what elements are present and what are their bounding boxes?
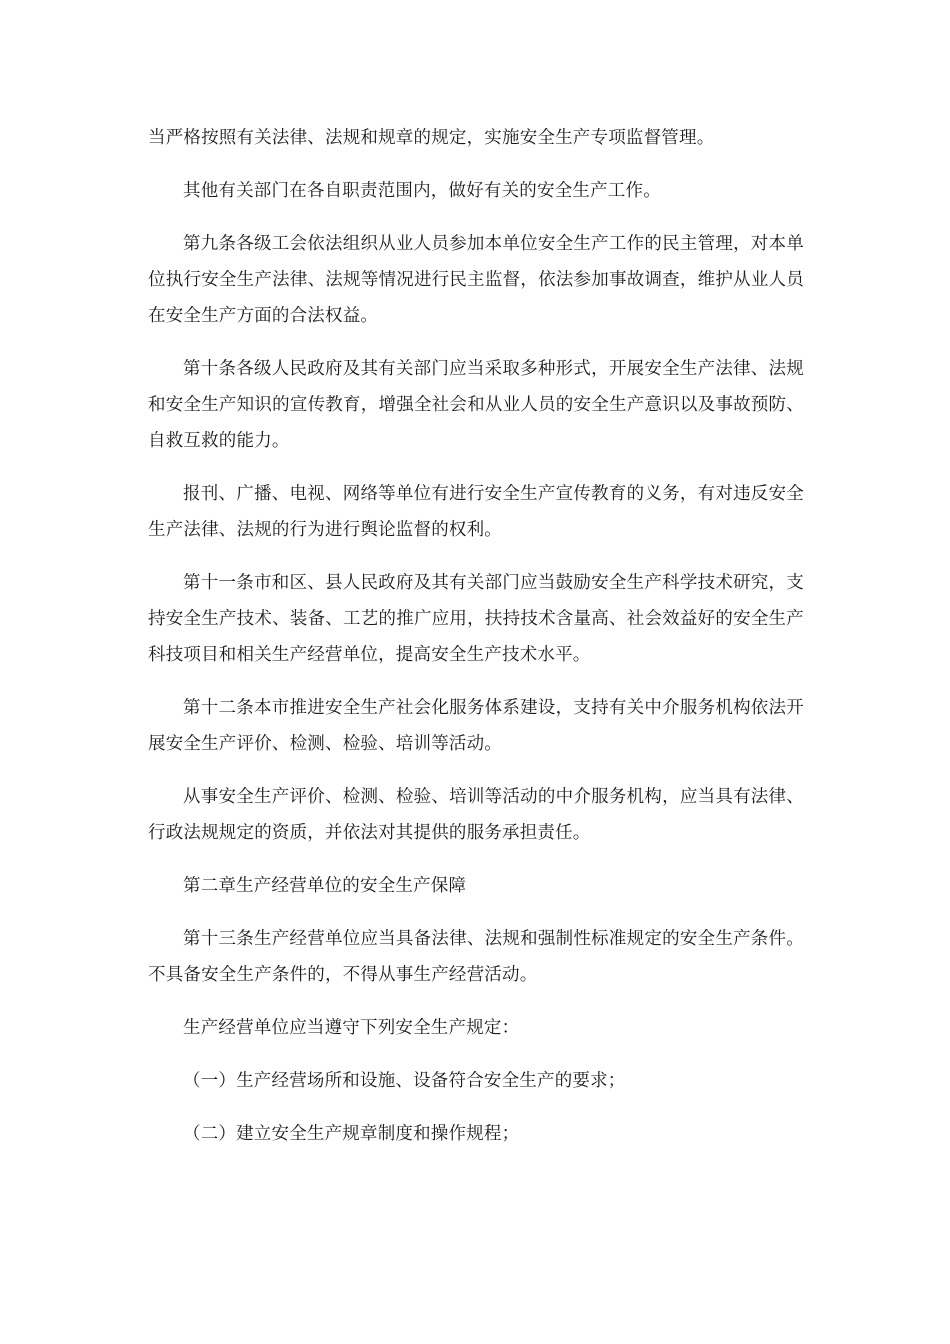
list-item-2: （二）建立安全生产规章制度和操作规程； bbox=[183, 1124, 520, 1144]
paragraph-article-12: 第十二条本市推进安全生产社会化服务体系建设，支持有关中介服务机构依法开展安全生产评价、检测、检验、培训等活动。 bbox=[148, 698, 804, 754]
paragraph-continuation: 当严格按照有关法律、法规和规章的规定，实施安全生产专项监督管理。 bbox=[148, 128, 715, 148]
paragraph-article-13: 第十三条生产经营单位应当具备法律、法规和强制性标准规定的安全生产条件。不具备安全生产条件的，不得从事生产经营活动。 bbox=[148, 929, 804, 985]
document-body bbox=[148, 120, 804, 1169]
paragraph-intermediary-agencies: 从事安全生产评价、检测、检验、培训等活动的中介服务机构，应当具有法律、行政法规规定的资质，并依法对其提供的服务承担责任。 bbox=[148, 787, 804, 843]
paragraph-media-duty: 报刊、广播、电视、网络等单位有进行安全生产宣传教育的义务，有对违反安全生产法律、法规的行为进行舆论监督的权利。 bbox=[148, 484, 804, 540]
list-item-1: （一）生产经营场所和设施、设备符合安全生产的要求； bbox=[183, 1071, 626, 1091]
paragraph-other-departments: 其他有关部门在各自职责范围内，做好有关的安全生产工作。 bbox=[183, 181, 661, 201]
paragraph-article-10: 第十条各级人民政府及其有关部门应当采取多种形式，开展安全生产法律、法规和安全生产知识的宣传教育，增强全社会和从业人员的安全生产意识以及事故预防、自救互救的能力。 bbox=[148, 359, 804, 451]
paragraph-regulations-intro: 生产经营单位应当遵守下列安全生产规定： bbox=[183, 1018, 520, 1038]
paragraph-article-11: 第十一条市和区、县人民政府及其有关部门应当鼓励安全生产科学技术研究，支持安全生产技术、装备、工艺的推广应用，扶持技术含量高、社会效益好的安全生产科技项目和相关生产经营单位，提高安全生产技术水平。 bbox=[148, 573, 804, 665]
chapter-heading: 第二章生产经营单位的安全生产保障 bbox=[183, 876, 467, 896]
paragraph-article-9: 第九条各级工会依法组织从业人员参加本单位安全生产工作的民主管理，对本单位执行安全生产法律、法规等情况进行民主监督，依法参加事故调查，维护从业人员在安全生产方面的合法权益。 bbox=[148, 234, 804, 326]
